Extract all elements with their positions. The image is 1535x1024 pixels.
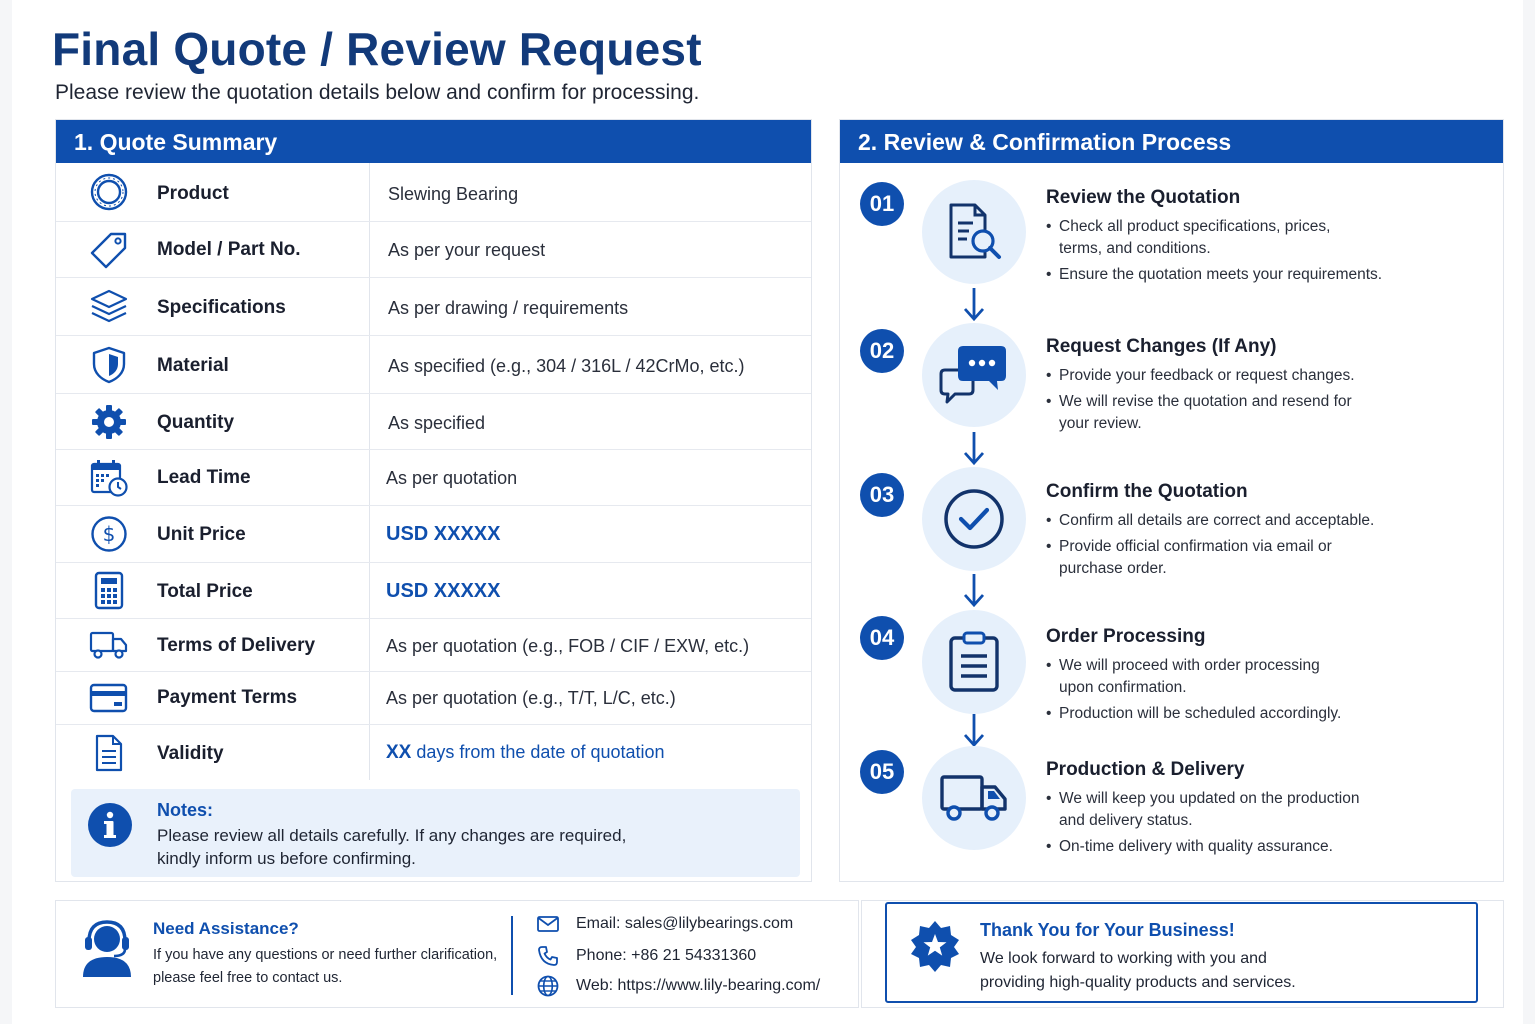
svg-text:$: $ (102, 522, 116, 546)
process-heading: 2. Review & Confirmation Process (840, 120, 1503, 163)
table-row (56, 278, 811, 336)
table-row (56, 725, 811, 780)
assistance-title: Need Assistance? (153, 919, 299, 938)
validity-days: XX (386, 742, 412, 763)
step-number: 05 (860, 750, 904, 794)
dollar-icon (89, 514, 129, 554)
step-bullet: • Production will be scheduled accordingly. (1046, 703, 1466, 725)
document-icon (89, 733, 129, 773)
quote-summary-heading: 1. Quote Summary (56, 120, 811, 163)
arrow-down-icon (962, 430, 986, 471)
info-icon (87, 802, 133, 853)
truck-icon (89, 625, 129, 665)
step-title: Confirm the Quotation (1046, 481, 1248, 502)
table-row (56, 222, 811, 278)
validity-rest: days from the date of quotation (411, 742, 665, 762)
step-bullet: • Check all product specifications, prices, terms, and conditions. (1046, 216, 1356, 260)
contact-email[interactable] (536, 915, 793, 933)
unit-price-value: USD XXXXX (386, 523, 501, 545)
chat-bubbles-icon (922, 323, 1026, 427)
table-row (56, 450, 811, 506)
row-label: Unit Price (157, 524, 246, 545)
thanks-text (980, 947, 1296, 995)
layers-icon (89, 287, 129, 327)
row-label: Product (157, 183, 229, 204)
process-panel (839, 119, 1504, 882)
step-number: 04 (860, 616, 904, 660)
table-row (56, 163, 811, 222)
table-row (56, 506, 811, 563)
contact-web[interactable] (536, 975, 820, 997)
row-label: Total Price (157, 581, 253, 602)
delivery-truck-icon (922, 746, 1026, 850)
contact-web-text: Web: https://www.lily-bearing.com/ (576, 977, 821, 994)
globe-icon (536, 975, 560, 997)
page-subtitle: Please review the quotation details below and confirm for processing. (55, 81, 700, 104)
mail-icon (536, 916, 560, 932)
step-number: 02 (860, 329, 904, 373)
notes-line-1: Please review all details carefully. If any changes are required, (157, 826, 627, 845)
assistance-divider (511, 916, 513, 995)
arrow-down-icon (962, 286, 986, 327)
row-value: As per drawing / requirements (388, 298, 629, 318)
row-value: As specified (e.g., 304 / 316L / 42CrMo, etc.) (388, 356, 745, 376)
row-label: Specifications (157, 297, 286, 318)
step-bullets (1046, 365, 1466, 439)
step-bullets (1046, 655, 1466, 729)
thanks-line-2: providing high-quality products and services. (980, 974, 1296, 991)
step-bullets (1046, 216, 1466, 290)
bearing-icon (89, 172, 129, 212)
assistance-line-2: please feel free to contact us. (153, 970, 343, 986)
table-row (56, 563, 811, 619)
notes-line-2: kindly inform us before confirming. (157, 849, 416, 868)
step-bullet: • We will proceed with order processing upon confirmation. (1046, 655, 1336, 699)
contact-email-text: Email: sales@lilybearings.com (576, 915, 794, 932)
step-bullet: • Ensure the quotation meets your requirements. (1046, 264, 1466, 286)
table-row (56, 619, 811, 672)
notes-text (157, 824, 677, 870)
tag-icon (89, 230, 129, 270)
step-bullet: • We will keep you updated on the production and delivery status. (1046, 788, 1376, 832)
phone-icon (536, 945, 560, 967)
row-value: As per quotation (386, 468, 518, 488)
assistance-text (153, 944, 497, 990)
row-label: Model / Part No. (157, 239, 301, 260)
row-value: As specified (388, 413, 486, 433)
total-price-value: USD XXXXX (386, 580, 501, 602)
step-number: 03 (860, 473, 904, 517)
credit-card-icon (89, 678, 129, 718)
step-bullet: • Confirm all details are correct and acceptable. (1046, 510, 1466, 532)
page (12, 0, 1523, 1024)
checkmark-icon (922, 467, 1026, 571)
row-label: Validity (157, 743, 224, 764)
headset-user-icon (80, 917, 134, 984)
calculator-icon (89, 571, 129, 611)
step-bullet: • Provide official confirmation via email or purchase order. (1046, 536, 1356, 580)
table-row (56, 336, 811, 394)
row-value: As per quotation (e.g., T/T, L/C, etc.) (386, 688, 676, 708)
calendar-clock-icon (89, 458, 129, 498)
table-row (56, 394, 811, 450)
row-label: Payment Terms (157, 687, 298, 708)
assistance-line-1: If you have any questions or need further clarification, (153, 947, 498, 963)
quote-summary-panel (55, 119, 812, 882)
contact-phone[interactable] (536, 945, 756, 967)
step-number: 01 (860, 182, 904, 226)
row-value: As per quotation (e.g., FOB / CIF / EXW, etc.) (386, 636, 750, 656)
step-bullet: • We will revise the quotation and resend for your review. (1046, 391, 1356, 435)
table-row (56, 672, 811, 725)
row-value: Slewing Bearing (388, 184, 519, 204)
clipboard-icon (922, 610, 1026, 714)
step-bullets (1046, 510, 1466, 584)
page-title: Final Quote / Review Request (52, 23, 702, 75)
step-title: Review the Quotation (1046, 187, 1241, 208)
assistance-box (55, 900, 859, 1008)
row-label: Material (157, 355, 229, 376)
document-search-icon (922, 180, 1026, 284)
row-label: Quantity (157, 412, 235, 433)
notes-title: Notes: (157, 800, 214, 820)
step-title: Order Processing (1046, 626, 1206, 647)
step-bullet: • Provide your feedback or request changes. (1046, 365, 1466, 387)
contact-phone-text: Phone: +86 21 54331360 (576, 947, 757, 964)
step-title: Production & Delivery (1046, 759, 1245, 780)
shield-icon (89, 345, 129, 385)
validity-value (386, 742, 665, 764)
star-badge-icon (908, 919, 962, 978)
row-value: As per your request (388, 240, 546, 260)
arrow-down-icon (962, 572, 986, 613)
thanks-box (885, 902, 1478, 1003)
row-label: Terms of Delivery (157, 635, 316, 656)
step-bullets (1046, 788, 1466, 862)
step-title: Request Changes (If Any) (1046, 336, 1277, 357)
step-bullet: • On-time delivery with quality assurance. (1046, 836, 1466, 858)
gear-icon (89, 402, 129, 442)
thanks-line-1: We look forward to working with you and (980, 950, 1267, 967)
thanks-title: Thank You for Your Business! (980, 920, 1235, 940)
notes-box (71, 789, 800, 877)
row-label: Lead Time (157, 467, 251, 488)
